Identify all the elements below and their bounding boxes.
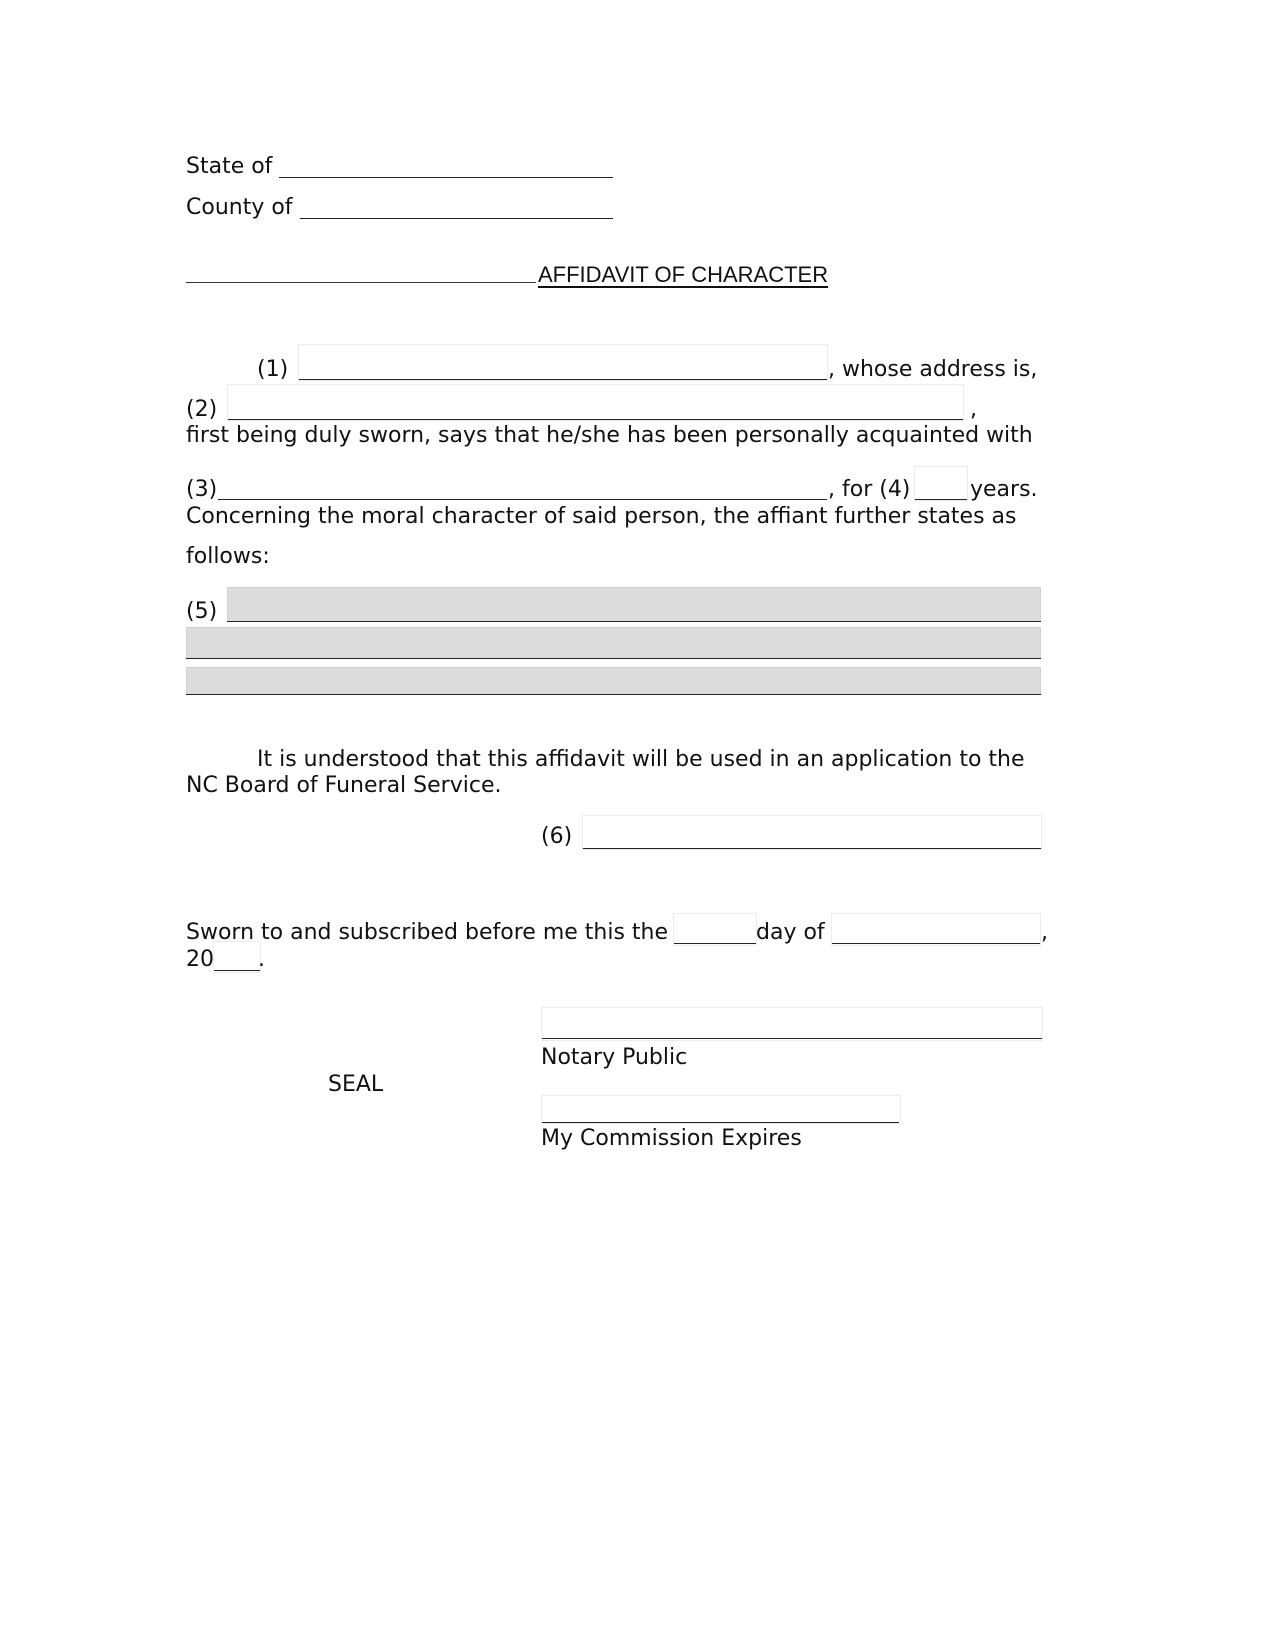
statement-line-1 <box>227 621 1041 622</box>
understood-text-line2: NC Board of Funeral Service. <box>186 773 502 798</box>
for-years-text: , for (4) <box>828 477 911 502</box>
affiant-address-field[interactable] <box>227 384 964 421</box>
years-line <box>915 499 967 500</box>
county-label: County of <box>186 195 293 220</box>
whose-address-text: , whose address is, <box>828 357 1038 382</box>
state-field[interactable] <box>279 177 613 178</box>
person-name-line[interactable] <box>218 499 827 500</box>
statement-line-2 <box>186 658 1041 659</box>
notary-signature-field[interactable] <box>541 1007 1043 1041</box>
year-field[interactable] <box>213 941 261 973</box>
title-rule <box>186 282 536 283</box>
affiant-signature-line <box>583 848 1041 849</box>
year-line <box>214 970 260 971</box>
item-6-number: (6) <box>541 824 573 849</box>
statement-field-2[interactable] <box>186 627 1041 659</box>
day-line <box>674 943 756 944</box>
follows-text: follows: <box>186 544 270 569</box>
notary-signature-line <box>542 1038 1042 1039</box>
concerning-text: Concerning the moral character of said person, the affiant further states as <box>186 504 1017 529</box>
month-field[interactable] <box>831 913 1041 946</box>
state-label: State of <box>186 154 273 179</box>
understood-text-line1: It is understood that this affidavit will be used in an application to the <box>257 747 1025 772</box>
document-title: AFFIDAVIT OF CHARACTER <box>538 262 829 287</box>
affiant-address-line <box>228 419 963 420</box>
statement-field-3[interactable] <box>186 667 1041 695</box>
year-period: . <box>258 947 265 972</box>
day-of-text: day of <box>756 920 825 945</box>
commission-expires-label: My Commission Expires <box>541 1126 802 1151</box>
sworn-acquainted-text: first being duly sworn, says that he/she has been personally acquainted with <box>186 423 1033 448</box>
seal-label: SEAL <box>328 1072 384 1097</box>
years-text: years. <box>970 477 1038 502</box>
month-line <box>832 943 1040 944</box>
item-3-number: (3) <box>186 477 218 502</box>
affiant-signature-field[interactable] <box>582 815 1042 850</box>
item-2-comma: , <box>970 397 977 422</box>
day-field[interactable] <box>673 913 757 946</box>
item-1-number: (1) <box>257 357 289 382</box>
commission-expires-field[interactable] <box>541 1095 901 1124</box>
affiant-name-line <box>299 379 827 380</box>
notary-public-label: Notary Public <box>541 1045 688 1070</box>
item-5-number: (5) <box>186 599 218 624</box>
item-2-number: (2) <box>186 397 218 422</box>
year-prefix: 20 <box>186 947 214 972</box>
statement-field-1[interactable] <box>227 587 1041 622</box>
years-field[interactable] <box>914 466 968 501</box>
sworn-text: Sworn to and subscribed before me this the <box>186 920 669 945</box>
commission-expires-line <box>542 1122 899 1123</box>
affiant-name-field[interactable] <box>298 344 828 381</box>
month-comma: , <box>1041 920 1048 945</box>
statement-line-3 <box>186 694 1041 695</box>
county-field[interactable] <box>300 218 613 219</box>
